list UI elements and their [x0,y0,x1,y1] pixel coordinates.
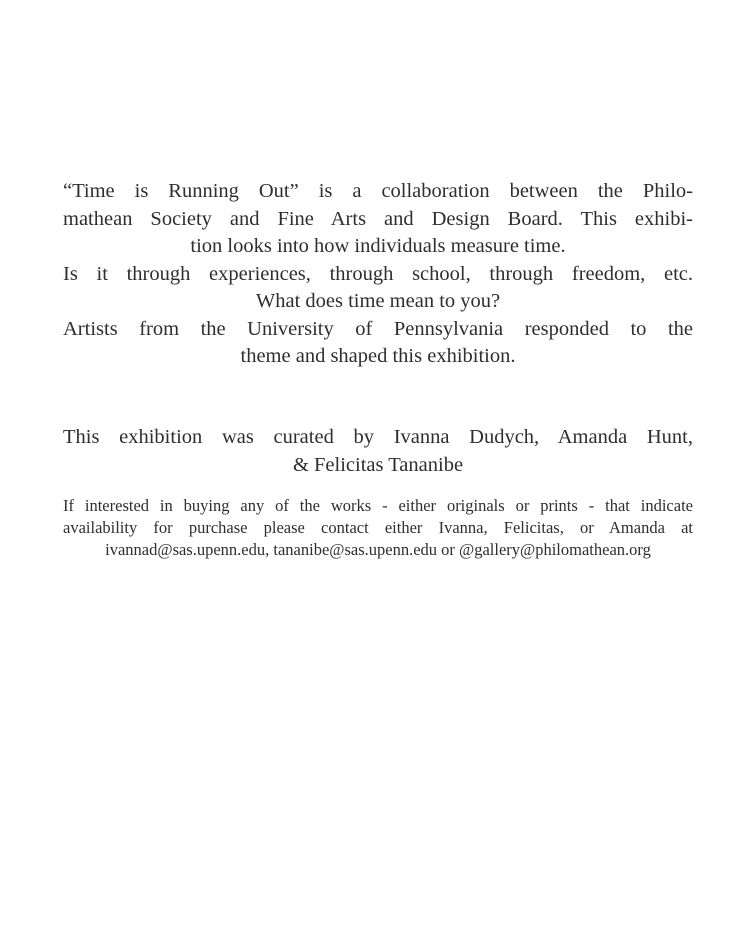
curators-line: & Felicitas Tananibe [292,453,464,476]
description-line: What does time mean to you? [255,290,501,312]
exhibition-description [63,178,693,371]
description-line: Is it through experiences, through school, through freedom, etc. [63,262,693,285]
curators-line: This exhibition was curated by Ivanna Dudych, Amanda Hunt, [63,425,693,448]
description-line: tion looks into how individuals measure time. [190,235,566,257]
curators-credit [63,423,693,479]
description-line: mathean Society and Fine Arts and Design Board. This exhibi- [63,207,693,230]
purchase-contact-info [63,495,693,561]
description-line: “Time is Running Out” is a collaboration between the Philo- [63,180,693,202]
purchase-line: If interested in buying any of the works - either originals or prints - that indicate [63,495,693,515]
purchase-line: availability for purchase please contact either Ivanna, Felicitas, or Amanda at [63,517,693,537]
exhibition-statement-page [63,0,693,561]
purchase-line: ivannad@sas.upenn.edu, tananibe@sas.upenn.edu or @gallery@philomathean.org [105,539,651,559]
description-line: theme and shaped this exhibition. [240,345,516,367]
description-line: Artists from the University of Pennsylvania responded to the [63,317,693,340]
